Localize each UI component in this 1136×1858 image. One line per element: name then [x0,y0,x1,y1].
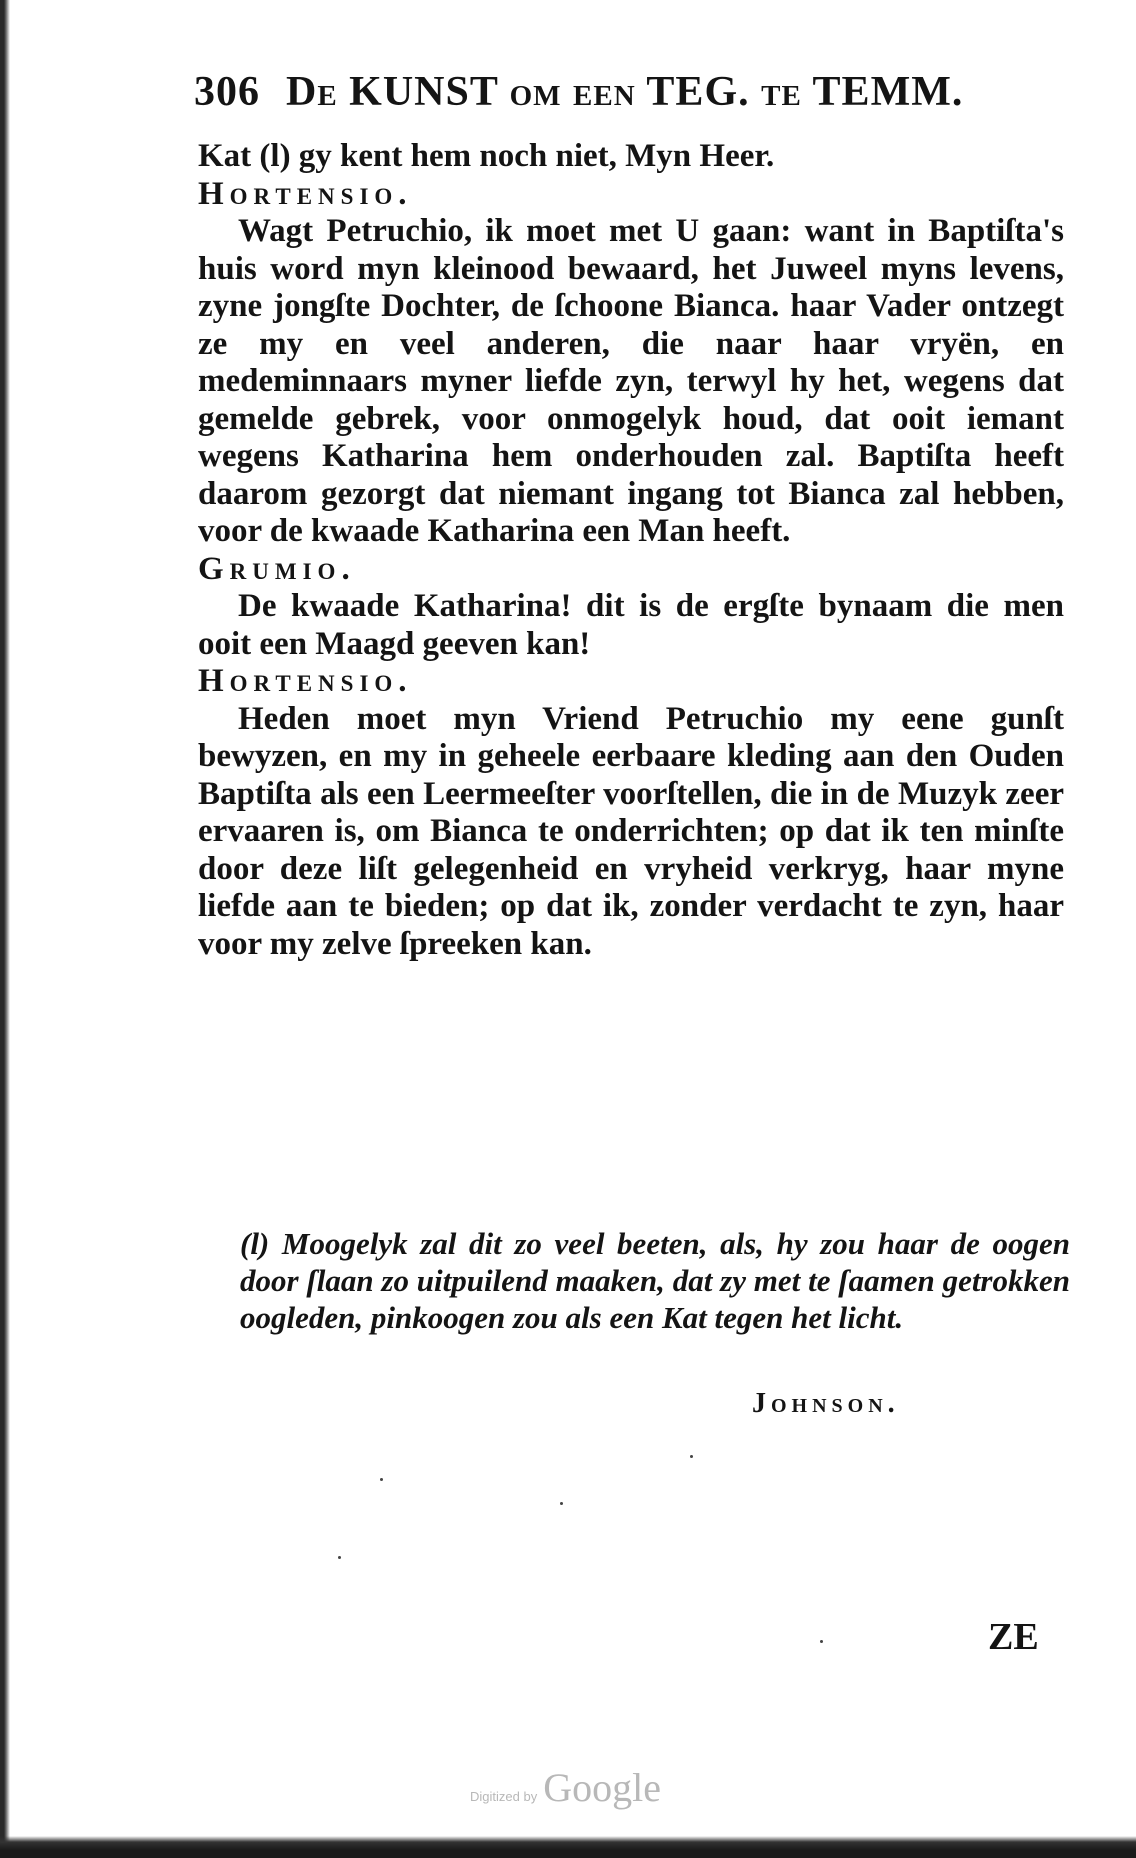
paragraph-grumio: De kwaade Katharina! dit is de ergſte bynaam die men ooit een Maagd geeven kan! [198,588,1064,662]
scan-left-edge [0,0,10,1858]
main-text [198,138,1064,963]
watermark-caption: Digitized by [470,1789,538,1804]
digitized-watermark [470,1764,661,1811]
footnote: (l) Moogelyk zal dit zo veel beeten, als, hy zou haar de oogen door ſlaan zo uitpuilend maaken, dat zy met te ſaamen getrokken oogleden, pinkoogen zou als een Kat tegen het licht. [240,1226,1070,1335]
scan-bottom-edge [0,1836,1136,1858]
paragraph-hortensio-1: Wagt Petruchio, ik moet met U gaan: want in Baptiſta's huis word myn kleinood bewaard, het Juweel myns levens, zyne jongſte Dochter, de ſchoone Bianca. haar Vader ontzegt ze my en veel anderen, die naar haar vryën, en medeminnaars myner liefde zyn, terwyl hy het, wegens dat gemelde gebrek, voor onmogelyk houd, dat ooit iemant wegens Katharina hem onderhouden zal. Baptiſta heeft daarom gezorgt dat niemant ingang tot Bianca zal hebben, voor de kwaade Katharina een Man heeft. [198,213,1064,549]
paragraph-hortensio-2: Heden moet myn Vriend Petruchio my eene gunſt bewyzen, en my in geheele eerbaare kleding aan den Ouden Baptiſta als een Leermeeſter voorſtellen, die in de Muzyk zeer ervaaren is, om Bianca te onderrichten; op dat ik ten minſte door deze liſt gelegenheid en vryheid verkryg, haar myne liefde aan te bieden; op dat ik, zonder verdacht te zyn, haar voor my zelve ſpreeken kan. [198,700,1064,962]
page-header [194,68,994,124]
catchword: ZE [988,1616,1039,1658]
speaker-hortensio-2: Hortensio. [198,663,413,699]
ink-speck [820,1640,823,1643]
running-head: De KUNST om een TEG. te TEMM. [286,69,964,115]
google-logo: Google [543,1765,661,1810]
page-number: 306 [194,69,260,115]
footnote-attribution: Johnson. [752,1388,900,1419]
ink-speck [560,1502,563,1505]
speaker-grumio: Grumio. [198,550,356,587]
text-line-kat: Kat (l) gy kent hem noch niet, Myn Heer. [198,138,775,174]
ink-speck [690,1455,693,1458]
ink-speck [380,1478,383,1481]
ink-speck [338,1556,341,1559]
speaker-hortensio-1: Hortensio. [198,175,413,212]
